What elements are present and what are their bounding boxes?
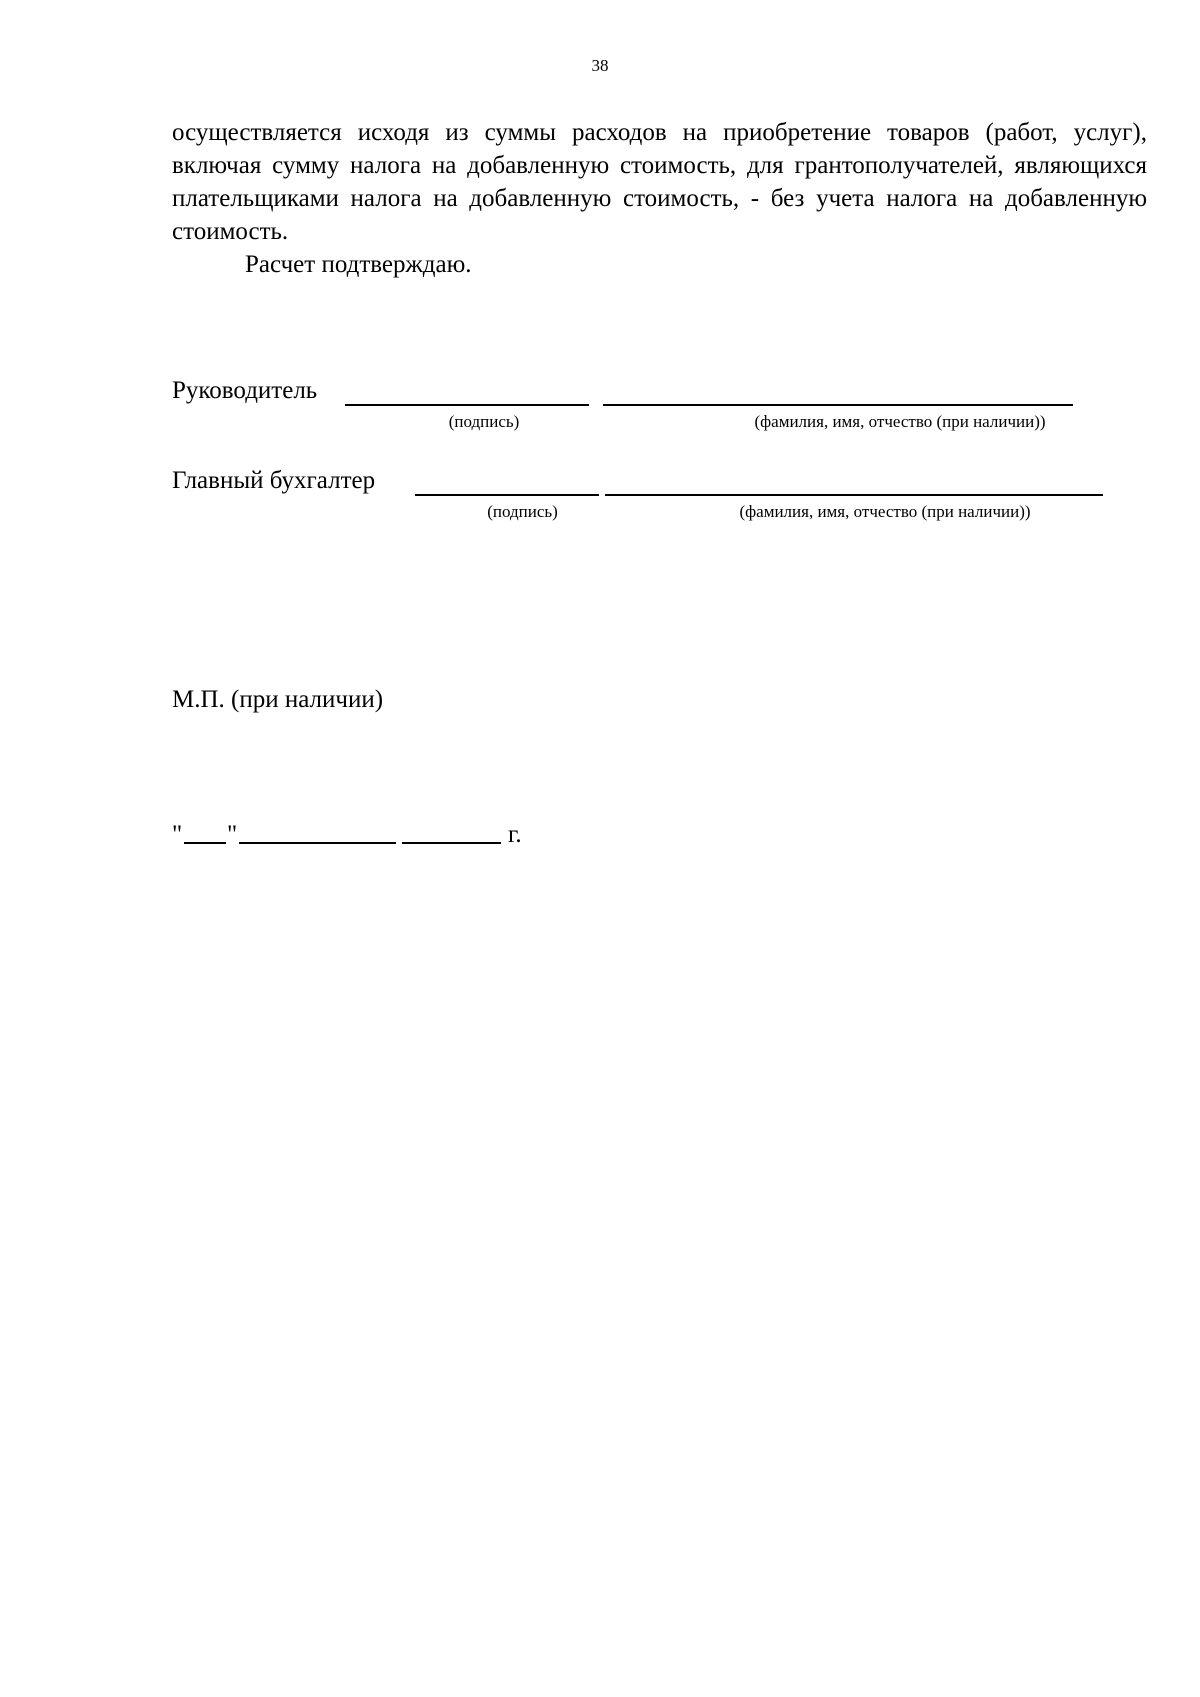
date-year-line[interactable] xyxy=(402,842,501,844)
accountant-label: Главный бухгалтер xyxy=(172,467,376,494)
accountant-name-line[interactable] xyxy=(605,494,1103,496)
date-close-quote: " xyxy=(227,821,238,848)
director-signature-caption: (подпись) xyxy=(448,412,520,431)
stamp-placeholder: М.П. (при наличии) xyxy=(172,686,384,713)
body-paragraph: осуществляется исходя из суммы расходов на приобретение товаров (работ, услуг), включая сумму налога на добавленную стоимость, для грантополучателей, являющихся плательщиками налога на добавленную стоимость, - без учета налога на добавленную стоимость. xyxy=(172,119,1147,245)
date-month-line[interactable] xyxy=(239,842,396,844)
confirmation-text: Расчет подтверждаю. xyxy=(245,251,472,278)
director-signature-line[interactable] xyxy=(345,404,589,406)
date-year-suffix: г. xyxy=(508,821,522,848)
accountant-signature-caption: (подпись) xyxy=(487,502,558,521)
accountant-name-caption: (фамилия, имя, отчество (при наличии)) xyxy=(739,502,1031,521)
director-name-line[interactable] xyxy=(603,404,1073,406)
director-name-caption: (фамилия, имя, отчество (при наличии)) xyxy=(754,412,1046,431)
accountant-signature-line[interactable] xyxy=(415,494,599,496)
page-number: 38 xyxy=(591,56,609,75)
date-day-line[interactable] xyxy=(184,842,226,844)
director-label: Руководитель xyxy=(172,377,318,404)
date-open-quote: " xyxy=(172,821,183,848)
